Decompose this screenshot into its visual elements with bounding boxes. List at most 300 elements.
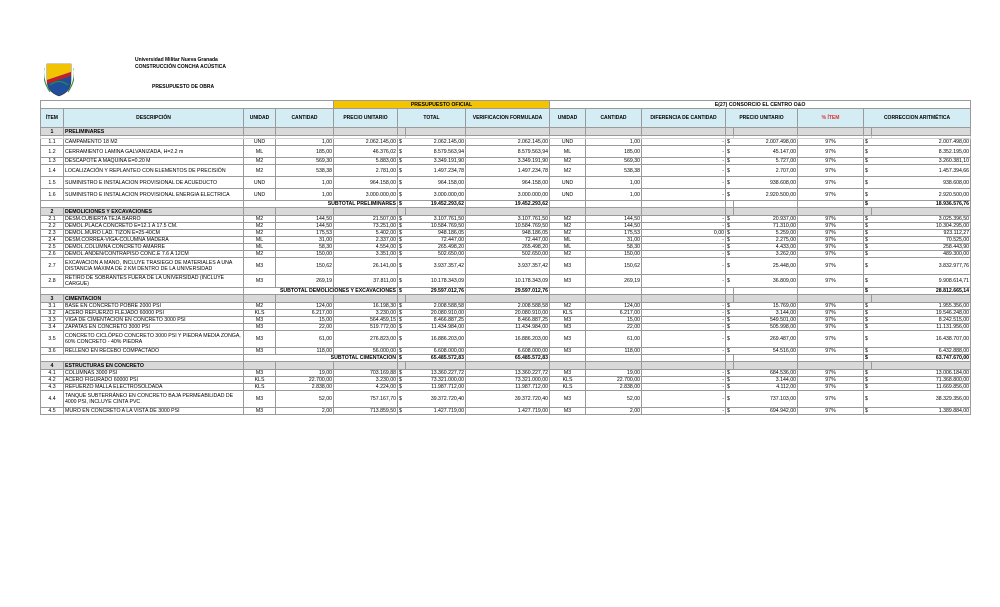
subtotal-blank [586,355,642,362]
cell-cantidad2: 1,00 [586,177,642,189]
cell-cantidad: 269,19 [276,275,334,288]
table-row [41,177,971,189]
currency-sign: $ [726,258,734,275]
cell-correccion: 8.242.515,00 [872,317,971,324]
section-row [41,295,971,303]
section-title: ESTRUCTURAS EN CONCRETO [64,362,244,370]
cell-correccion: 11.131.956,00 [872,324,971,331]
currency-sign: $ [398,177,406,189]
cell-unidad2: UND [550,189,586,201]
cell-cantidad: 2.838,00 [276,384,334,391]
cell-diferencia: - [642,251,726,258]
cell-item: 3.1 [41,303,64,310]
cell-precio-unitario2: 2.275,00 [734,237,798,244]
cell-cantidad: 185,00 [276,146,334,158]
cell-unidad2: UND [550,139,586,146]
cell-item: 3.3 [41,317,64,324]
cell-item: 2.4 [41,237,64,244]
section-cell [872,362,971,370]
project-name: CONSTRUCCIÓN CONCHA ACÚSTICA [135,64,227,70]
cell-item: 1.6 [41,189,64,201]
table-row [41,275,971,288]
cell-unidad: UND [244,177,276,189]
cell-cantidad: 31,00 [276,237,334,244]
section-cell [864,128,872,136]
subtotal-blank [586,201,642,208]
cell-unidad2: M2 [550,223,586,230]
currency-sign: $ [726,189,734,201]
currency-sign: $ [398,146,406,158]
cell-item: 2.8 [41,275,64,288]
cell-correccion: 13.006.184,00 [872,370,971,377]
section-row [41,128,971,136]
cell-pct-item: 97% [798,244,864,251]
currency-sign: $ [864,377,872,384]
cell-unidad: M2 [244,223,276,230]
cell-cantidad: 1,00 [276,189,334,201]
cell-unidad: M2 [244,230,276,237]
section-cell [406,295,466,303]
currency-sign: $ [398,216,406,223]
currency-sign: $ [864,348,872,355]
currency-sign: $ [726,303,734,310]
cell-unidad2: M3 [550,275,586,288]
cell-correccion: 71.368.800,00 [872,377,971,384]
currency-sign: $ [864,230,872,237]
cell-unidad: M3 [244,317,276,324]
cell-total: 13.360.227,72 [406,370,466,377]
cell-descripcion: TANQUE SUBTERRÁNEO EN CONCRETO BAJA PERMEABILIDAD DE 4000 PSI, INCLUYE CINTA PVC [64,391,244,408]
cell-cantidad: 2,00 [276,408,334,415]
cell-cantidad2: 58,30 [586,244,642,251]
col-cantidad: CANTIDAD [276,109,334,128]
cell-precio-unitario: 46.376,02 [334,146,398,158]
cell-cantidad2: 52,00 [586,391,642,408]
cell-item: 1.2 [41,146,64,158]
currency-sign: $ [398,251,406,258]
cell-unidad2: M2 [550,216,586,223]
cell-correccion: 16.438.707,00 [872,331,971,348]
cell-unidad2: M3 [550,408,586,415]
section-cell [798,295,864,303]
cell-item: 1.4 [41,165,64,177]
section-cell [276,362,334,370]
cell-unidad: KLS [244,310,276,317]
currency-sign: $ [726,177,734,189]
cell-descripcion: RELLENO EN RECEBO COMPACTADO [64,348,244,355]
cell-pct-item: 97% [798,165,864,177]
table-row [41,370,971,377]
cell-correccion: 3.025.396,50 [872,216,971,223]
subtotal-correccion: 28.812.665,14 [872,288,971,295]
cell-unidad: M2 [244,158,276,165]
cell-verificacion: 964.158,00 [466,177,550,189]
section-cell [550,295,586,303]
cell-unidad2: ML [550,146,586,158]
cell-item: 2.7 [41,258,64,275]
currency-sign: $ [726,348,734,355]
currency-sign: $ [726,275,734,288]
subtotal-verificacion: 19.452.293,62 [466,201,550,208]
subtotal-total: 19.452.293,62 [406,201,466,208]
currency-sign: $ [864,303,872,310]
cell-correccion: 6.432.888,00 [872,348,971,355]
cell-precio-unitario: 3.351,00 [334,251,398,258]
cell-cantidad: 1,00 [276,177,334,189]
currency-sign: $ [864,324,872,331]
subtotal-blank [642,288,726,295]
currency-sign: $ [864,275,872,288]
table-row [41,348,971,355]
currency-sign: $ [726,165,734,177]
col-precio-unitario: PRECIO UNITARIO [334,109,398,128]
cell-cantidad2: 144,50 [586,216,642,223]
cell-cantidad: 569,30 [276,158,334,165]
cell-verificacion: 20.080.910,00 [466,310,550,317]
cell-unidad2: KLS [550,384,586,391]
cell-unidad: M2 [244,216,276,223]
cell-total: 3.349.191,90 [406,158,466,165]
cell-descripcion: DESCAPOTE A MAQUINA E=0.20 M [64,158,244,165]
section-cell [726,128,734,136]
cell-unidad2: M3 [550,331,586,348]
header-row [41,109,971,128]
cell-total: 3.107.761,50 [406,216,466,223]
cell-descripcion: REFUERZO MALLA ELECTROSOLDADA [64,384,244,391]
cell-total: 3.000.000,00 [406,189,466,201]
cell-precio-unitario2: 54.516,00 [734,348,798,355]
section-cell [334,295,398,303]
cell-correccion: 19.546.248,00 [872,310,971,317]
cell-cantidad2: 61,00 [586,331,642,348]
cell-correccion: 1.955.356,00 [872,303,971,310]
currency-sign: $ [864,139,872,146]
currency-sign: $ [864,288,872,295]
cell-cantidad2: 569,30 [586,158,642,165]
currency-sign: $ [398,288,406,295]
section-cell [734,208,798,216]
section-cell [734,128,798,136]
cell-descripcion: DEMOL.COLUMNA CONCRETO AMARRE [64,244,244,251]
cell-precio-unitario: 2.781,00 [334,165,398,177]
cell-correccion: 1.457.394,66 [872,165,971,177]
section-cell [864,362,872,370]
cell-pct-item: 97% [798,303,864,310]
cell-unidad2: UND [550,177,586,189]
cell-diferencia: - [642,317,726,324]
subtotal-blank [798,355,864,362]
section-cell [466,208,550,216]
currency-sign: $ [864,201,872,208]
table-row [41,317,971,324]
section-cell [798,208,864,216]
section-cell [466,128,550,136]
col-cantidad2: CANTIDAD [586,109,642,128]
table-row [41,258,971,275]
subtotal-correccion: 63.747.670,00 [872,355,971,362]
cell-unidad2: M2 [550,251,586,258]
cell-precio-unitario: 26.141,00 [334,258,398,275]
currency-sign: $ [726,317,734,324]
cell-unidad: M3 [244,324,276,331]
currency-sign: $ [864,355,872,362]
cell-descripcion: DEMOL.PLACA CONCRETO E=12.1 A 17.5 CM. [64,223,244,230]
cell-unidad: M3 [244,408,276,415]
cell-precio-unitario: 757.167,70 [334,391,398,408]
cell-diferencia: - [642,391,726,408]
cell-cantidad2: 2.838,00 [586,384,642,391]
table-row [41,324,971,331]
cell-pct-item: 97% [798,251,864,258]
cell-correccion: 2.007.498,00 [872,139,971,146]
currency-sign: $ [398,303,406,310]
cell-unidad2: KLS [550,310,586,317]
cell-descripcion: MURO EN CONCRETO A LA VISTA DE 3000 PSI [64,408,244,415]
currency-sign: $ [398,244,406,251]
cell-pct-item: 97% [798,324,864,331]
cell-precio-unitario: 5.402,00 [334,230,398,237]
cell-unidad: KLS [244,384,276,391]
section-title: PRELIMINARES [64,128,244,136]
currency-sign: $ [864,384,872,391]
section-cell [726,295,734,303]
section-cell [406,208,466,216]
cell-diferencia: - [642,377,726,384]
section-cell [550,362,586,370]
subtotal-row [41,288,971,295]
cell-unidad2: M3 [550,324,586,331]
currency-sign: $ [398,310,406,317]
cell-total: 1.497.234,78 [406,165,466,177]
table-row [41,303,971,310]
subtotal-blank [642,201,726,208]
currency-sign: $ [398,230,406,237]
cell-pct-item: 97% [798,216,864,223]
cell-item: 3.6 [41,348,64,355]
cell-precio-unitario: 703.169,88 [334,370,398,377]
university-shield-logo [44,58,74,98]
cell-diferencia: - [642,189,726,201]
subtotal-total: 65.485.572,83 [406,355,466,362]
table-row [41,377,971,384]
cell-cantidad2: 22.700,00 [586,377,642,384]
cell-verificacion: 6.608.000,00 [466,348,550,355]
cell-correccion: 1.389.884,00 [872,408,971,415]
cell-cantidad: 144,50 [276,223,334,230]
cell-cantidad: 22.700,00 [276,377,334,384]
col-precio-unitario2: PRECIO UNITARIO [726,109,798,128]
table-row [41,165,971,177]
cell-item: 3.2 [41,310,64,317]
currency-sign: $ [864,177,872,189]
cell-unidad: M2 [244,165,276,177]
currency-sign: $ [726,384,734,391]
cell-cantidad2: 1,00 [586,139,642,146]
currency-sign: $ [864,391,872,408]
cell-diferencia: - [642,275,726,288]
cell-cantidad2: 31,00 [586,237,642,244]
cell-diferencia: - [642,348,726,355]
cell-verificacion: 8.579.563,94 [466,146,550,158]
cell-precio-unitario2: 45.147,00 [734,146,798,158]
section-row [41,208,971,216]
cell-precio-unitario: 4.554,00 [334,244,398,251]
cell-diferencia: - [642,324,726,331]
section-cell [872,208,971,216]
cell-diferencia: - [642,310,726,317]
cell-precio-unitario2: 5.259,00 [734,230,798,237]
cell-diferencia: - [642,244,726,251]
band-row [41,101,971,109]
cell-pct-item: 97% [798,317,864,324]
currency-sign: $ [398,384,406,391]
currency-sign: $ [864,331,872,348]
table-row [41,391,971,408]
section-row [41,362,971,370]
table-row [41,189,971,201]
cell-unidad: M2 [244,251,276,258]
cell-pct-item: 97% [798,146,864,158]
cell-cantidad2: 118,00 [586,348,642,355]
cell-descripcion: VIGA DE CIMENTACION EN CONCRETO 3000 PSI [64,317,244,324]
currency-sign: $ [726,146,734,158]
cell-pct-item: 97% [798,391,864,408]
section-cell [726,208,734,216]
section-cell [466,362,550,370]
table-row [41,331,971,348]
cell-descripcion: CONCRETO CICLÓPEO CONCRETO 3000 PSI Y PIEDRA MEDIA ZONGA, 60% CONCRETO - 40% PIEDRA [64,331,244,348]
currency-sign: $ [864,216,872,223]
cell-precio-unitario: 56.000,00 [334,348,398,355]
cell-precio-unitario: 2.337,00 [334,237,398,244]
section-cell [734,295,798,303]
cell-item: 2.3 [41,230,64,237]
subtotal-blank [726,355,734,362]
col-item: ÍTEM [41,109,64,128]
subtotal-blank [798,201,864,208]
cell-correccion: 3.832.977,76 [872,258,971,275]
cell-cantidad2: 150,00 [586,251,642,258]
currency-sign: $ [864,251,872,258]
section-cell [276,128,334,136]
section-cell [244,128,276,136]
currency-sign: $ [398,331,406,348]
currency-sign: $ [726,377,734,384]
table-row [41,237,971,244]
document-title: PRESUPUESTO DE OBRA [152,84,215,90]
currency-sign: $ [864,189,872,201]
subtotal-blank [734,201,798,208]
currency-sign: $ [864,165,872,177]
cell-diferencia: - [642,165,726,177]
currency-sign: $ [398,377,406,384]
cell-diferencia: 0,00 [642,230,726,237]
currency-sign: $ [398,275,406,288]
section-cell [244,362,276,370]
cell-precio-unitario: 5.883,00 [334,158,398,165]
budget-table [40,100,971,415]
section-cell [726,362,734,370]
cell-precio-unitario2: 36.809,00 [734,275,798,288]
currency-sign: $ [726,408,734,415]
cell-verificacion: 72.447,00 [466,237,550,244]
cell-pct-item: 97% [798,275,864,288]
cell-verificacion: 3.000.000,00 [466,189,550,201]
subtotal-blank [41,355,244,362]
cell-cantidad: 1,00 [276,139,334,146]
cell-precio-unitario2: 684.536,00 [734,370,798,377]
subtotal-blank [550,288,586,295]
cell-correccion: 3.260.381,10 [872,158,971,165]
section-cell [586,208,642,216]
currency-sign: $ [398,201,406,208]
subtotal-blank [642,355,726,362]
cell-diferencia: - [642,158,726,165]
cell-descripcion: CERRAMIENTO LAMINA GALVANIZADA, H=2.2 m [64,146,244,158]
currency-sign: $ [864,317,872,324]
cell-diferencia: - [642,258,726,275]
cell-total: 8.466.887,25 [406,317,466,324]
cell-unidad2: M2 [550,303,586,310]
table-row [41,223,971,230]
cell-verificacion: 1.427.719,00 [466,408,550,415]
cell-total: 1.427.719,00 [406,408,466,415]
band-presupuesto-oficial: PRESUPUESTO OFICIAL [334,101,550,109]
cell-cantidad: 150,00 [276,251,334,258]
cell-total: 3.937.357,42 [406,258,466,275]
cell-precio-unitario: 4.224,00 [334,384,398,391]
cell-descripcion: CAMPAMENTO 18 M2 [64,139,244,146]
cell-pct-item: 97% [798,348,864,355]
section-cell [398,128,406,136]
cell-verificacion: 1.497.234,78 [466,165,550,177]
currency-sign: $ [864,370,872,377]
currency-sign: $ [864,310,872,317]
currency-sign: $ [398,258,406,275]
cell-descripcion: DEMOL.ANDEN/CONTRAPISO CONC.E 7.6 A 12CM [64,251,244,258]
cell-unidad2: M2 [550,165,586,177]
cell-total: 2.062.145,00 [406,139,466,146]
currency-sign: $ [726,244,734,251]
band-consorcio: E(27) CONSORCIO EL CENTRO O&O [550,101,971,109]
section-cell [334,362,398,370]
currency-sign: $ [726,370,734,377]
cell-correccion: 38.329.356,00 [872,391,971,408]
col-verificacion: VERIFICACION FORMULADA [466,109,550,128]
currency-sign: $ [398,348,406,355]
cell-pct-item: 97% [798,377,864,384]
table-row [41,230,971,237]
university-name: Universidad Militar Nueva Granada [135,57,218,63]
cell-pct-item: 97% [798,237,864,244]
section-cell [586,362,642,370]
cell-unidad2: ML [550,237,586,244]
table-row [41,310,971,317]
section-title: DEMOLICIONES Y EXCAVACIONES [64,208,244,216]
cell-precio-unitario: 2.062.145,00 [334,139,398,146]
cell-precio-unitario2: 15.769,00 [734,303,798,310]
cell-item: 4.5 [41,408,64,415]
cell-descripcion: ACERO FIGURADO 60000 PSI [64,377,244,384]
subtotal-blank [41,201,244,208]
col-total: TOTAL [398,109,466,128]
cell-pct-item: 97% [798,158,864,165]
cell-cantidad: 15,00 [276,317,334,324]
cell-unidad: M3 [244,391,276,408]
cell-cantidad2: 124,00 [586,303,642,310]
currency-sign: $ [726,139,734,146]
cell-unidad2: M3 [550,391,586,408]
